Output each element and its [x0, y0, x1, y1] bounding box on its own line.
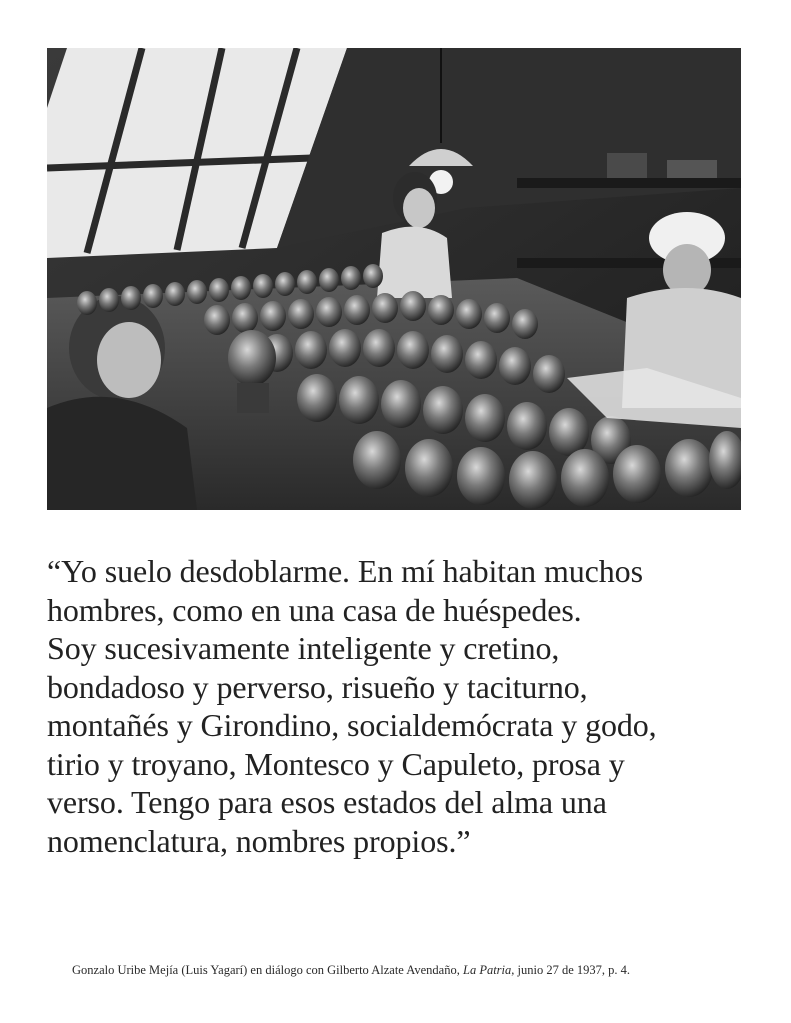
quote-line: tirio y troyano, Montesco y Capuleto, prosa y [47, 745, 625, 782]
workshop-photo [47, 48, 741, 510]
quote-line: hombres, como en una casa de huéspedes. [47, 591, 582, 628]
quote-line: bondadoso y perverso, risueño y taciturno, [47, 668, 588, 705]
worker-center-body [377, 227, 452, 298]
bust-being-worked [228, 330, 276, 386]
caption-author: Gonzalo Uribe Mejía (Luis Yagarí) en diálogo con Gilberto Alzate Avendaño, [72, 963, 463, 977]
worker-left-face [97, 322, 161, 398]
caption-date: , junio 27 de 1937, p. 4. [511, 963, 631, 977]
quote-line: verso. Tengo para esos estados del alma una [47, 784, 607, 820]
worker-center-face [403, 188, 435, 228]
caption-publication: La Patria [463, 963, 512, 977]
quote-text [47, 552, 767, 860]
quote-line: Soy sucesivamente inteligente y cretino, [47, 630, 560, 666]
quote-line: nomenclatura, nombres propios.” [47, 822, 471, 859]
source-caption [72, 962, 762, 978]
quote-line: montañés y Girondino, socialdemócrata y godo, [47, 707, 657, 743]
photo-illustration [47, 48, 741, 510]
quote-line: “Yo suelo desdoblarme. En mí habitan muchos [47, 553, 643, 589]
